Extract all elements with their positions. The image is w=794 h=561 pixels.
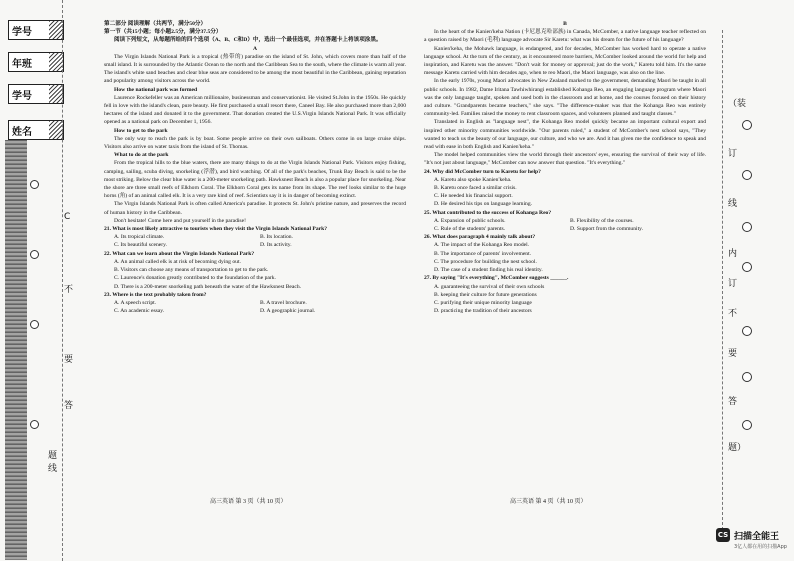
question-22 bbox=[104, 250, 406, 291]
passage-b-paragraph: In the heart of the Kanien'keha Nation (卡尼恩克哈部族) in Canada, McComber, a native language teacher reflected on a question raised by Maori (毛利) language advocate Sir Karetu: what was his dream for the future of his language? bbox=[424, 29, 706, 44]
binding-hole bbox=[742, 120, 752, 130]
option-b: B. keeping their culture for future generations bbox=[434, 291, 537, 298]
binding-hole bbox=[742, 372, 752, 382]
camscanner-logo-icon: CS bbox=[716, 528, 730, 542]
question-24 bbox=[424, 168, 706, 209]
class-field: 年班 bbox=[8, 52, 64, 72]
question-21 bbox=[104, 225, 406, 250]
page-3-column bbox=[104, 20, 406, 315]
right-binding-char: 题） bbox=[728, 443, 747, 453]
right-binding-char: 订 bbox=[728, 149, 738, 159]
question-23 bbox=[104, 291, 406, 316]
passage-b-label: B bbox=[563, 21, 567, 27]
binding-hole bbox=[30, 420, 39, 429]
option-b: B. The importance of parents' involvement. bbox=[434, 250, 532, 257]
name-field: 姓名 bbox=[8, 120, 64, 140]
passage-b-paragraph: Kanien'keha, the Mohawk language, is endangered, and for decades, McComber has worked hard to operate a native language school. At the turn of the century, as it encountered more barriers, McComber looked around the world for help and inspiration, and Karetu was the answer. "Don't wait for money or approval; just do the work," Karetu told him. It's the same message Karetu carried with him decades ago, when te reo Maori, the Maori language, was also on the line. bbox=[424, 45, 706, 77]
question-stem: 23. Where is the text probably taken from? bbox=[104, 291, 207, 298]
instructions: 阅读下列短文，从每题所给的四个选项（A、B、C和D）中，选出一个最佳选项，并在答题卡上将该项涂黑。 bbox=[114, 37, 382, 44]
binding-hole bbox=[742, 222, 752, 232]
binding-hole bbox=[742, 170, 752, 180]
passage-a-paragraph: Laurence Rockefeller was an American millionaire, businessman and conservationist. He visited St.John in the 1950s. He quickly fell in love with the island's clean, pure beauty. He first purchased a small resort there, Caneel Bay. He also purchased more than 2,000 hectares of the island and donated it to the government. That donation created the U.S.Virgin Islands National Park. It was officially opened as a national park on December 1, 1956. bbox=[104, 94, 406, 126]
option-c: C. The procedure for building the nest school. bbox=[434, 258, 537, 265]
option-a: A. Expansion of public schools. bbox=[434, 217, 506, 224]
option-c: C. purifying their unique minority language bbox=[434, 299, 532, 306]
option-a: A. The impact of the Kohanga Reo model. bbox=[434, 242, 530, 249]
option-a: A. An animal called elk is at risk of becoming dying out. bbox=[114, 258, 241, 265]
passage-a-heading: How to get to the park bbox=[114, 127, 168, 134]
right-binding-char: 不 bbox=[728, 309, 738, 319]
left-scan-shadow bbox=[5, 140, 27, 560]
question-stem: 26. What does paragraph 4 mainly talk about? bbox=[424, 234, 536, 241]
option-a: A. guaranteeing the survival of their own schools bbox=[434, 283, 545, 290]
watermark-subtitle: 3亿人都在用的扫描App bbox=[734, 544, 787, 550]
question-stem: 24. Why did McComber turn to Karetu for help? bbox=[424, 168, 541, 175]
passage-b-paragraph: In the early 1970s, young Maori advocates in New Zealand marked to the government, demanding Maori be taught in all public schools. In 1982, Dame Iritana Tawhiwhirangi established Kohanga Reo, an engaging language program where Maori was the only language taught, spoken and used both in the classroom and at home, and the courses focused on their history and culture. "Grandparents became teachers," she says. "The difference-maker was that the Kohanga Reo was entirely community-led. Families raised the money to rent classroom spaces, and volunteers planned and taught classes." bbox=[424, 78, 706, 118]
watermark-name: 扫描全能王 bbox=[734, 532, 780, 542]
option-b: B. Visitors can choose any means of transportation to get to the park. bbox=[114, 267, 269, 274]
binding-hole bbox=[30, 180, 39, 189]
passage-a-heading: How the national park was formed bbox=[114, 86, 198, 93]
binding-hole bbox=[30, 250, 39, 259]
option-c: C. He needed his financial support. bbox=[434, 193, 513, 200]
page-3-footer: 高三英语 第 3 页（共 10 页） bbox=[210, 499, 287, 505]
right-binding-char: 订 bbox=[728, 279, 738, 289]
student-number-field: 学号 bbox=[8, 84, 64, 104]
left-binding-char: 题线 bbox=[48, 451, 58, 474]
option-a: A. A speech script. bbox=[114, 299, 157, 306]
passage-a-heading: What to do at the park bbox=[114, 152, 169, 159]
passage-a-paragraph: Don't hesitate! Come here and put yourself in the paradise! bbox=[114, 217, 246, 224]
question-stem: 25. What contributed to the success of Kohanga Reo? bbox=[424, 209, 552, 216]
right-binding-char: 内 bbox=[728, 249, 738, 259]
option-d: D. There is a 200-meter snorkeling path beneath the water of the Hawksnest Beach. bbox=[114, 283, 302, 290]
option-a: A. Its tropical climate. bbox=[114, 234, 165, 241]
option-c: C. Its beautiful scenery. bbox=[114, 242, 167, 249]
question-25 bbox=[424, 209, 706, 234]
page-4-footer: 高三英语 第 4 页（共 10 页） bbox=[510, 499, 587, 505]
passage-a-label: A bbox=[252, 45, 258, 52]
left-binding-char: 要 bbox=[64, 355, 74, 365]
left-binding-char: C bbox=[64, 212, 71, 222]
option-b: B. Karetu once faced a similar crisis. bbox=[434, 185, 517, 192]
left-cut-line bbox=[62, 0, 64, 561]
passage-a-paragraph: The only way to reach the park is by boat. Some people arrive on their own sailboats. Others come in on large cruise ships. Visitors also arrive on water taxis from the island of St. Thomas. bbox=[104, 135, 406, 151]
question-stem: 27. By saying "It's everything", McComber suggests ______. bbox=[424, 275, 569, 282]
passage-a-paragraph: The Virgin Islands National Park is often called America's paradise. It protects St. John's pristine nature, and preserves the record of human history in the Caribbean. bbox=[104, 201, 406, 216]
binding-hole bbox=[742, 262, 752, 272]
option-d: D. The case of a student finding his real identity. bbox=[434, 267, 543, 274]
binding-hole bbox=[742, 326, 752, 336]
question-stem: 22. What can we learn about the Virgin Islands National Park? bbox=[104, 250, 255, 257]
left-binding-strip bbox=[0, 0, 74, 561]
left-binding-char: 不 bbox=[64, 285, 74, 295]
option-c: C. Rule of the students' parents. bbox=[434, 226, 506, 233]
binding-hole bbox=[742, 420, 752, 430]
option-c: C. An academic essay. bbox=[114, 308, 165, 315]
right-binding-char: （装 bbox=[728, 99, 747, 109]
option-d: D. practicing the tradition of their ancestors bbox=[434, 308, 532, 315]
subsection-title: 第一节（共15小题；每小题2.5分，满分37.5分） bbox=[104, 29, 222, 36]
option-b: B. Flexibility of the courses. bbox=[570, 217, 634, 224]
option-b: B. A travel brochure. bbox=[260, 299, 307, 306]
passage-b-paragraph: Translated in English as "language nest", the Kohanga Reo model quickly became an important cultural export and inspired other minority communities worldwide. "Our parents ruled," a student of McComber's nest school says, "They wanted to teach us the beauty of our language, our culture, and who we are. And it has given me the confidence to speak and read with ease in both English and Kanien'keha." bbox=[424, 119, 706, 151]
passage-a-paragraph: From the tropical hills to the blue waters, there are many things to do at the Virgin Islands National Park. Visitors enjoy fishing, camping, sailing, scuba diving, snorkeling (浮潜), and bird watching. Of all of the park's beaches, Trunk Bay Beach is said to be the most striking. Below the clear blue water is a 200-meter snorkeling path. Hawksnest Beach is also a popular place for snorkeling. Near the shore are three small reefs of Elkhorn Coral. The Elkhorn Coral gets its name from its shape. The reef looks similar to the huge horns (角) of an animal called elk. It is a very rare kind of reef. Scientists say it is in danger of becoming extinct. bbox=[104, 160, 406, 200]
left-binding-char: 答 bbox=[64, 401, 74, 411]
option-d: D. A geographic journal. bbox=[260, 308, 316, 315]
section-title: 第二部分 阅读理解（共两节，满分50分） bbox=[104, 21, 207, 27]
question-stem: 21. What is most likely attractive to tourists when they visit the Virgin Islands National Park? bbox=[104, 226, 328, 233]
right-binding-char: 线 bbox=[728, 199, 738, 209]
option-d: D. Its activity. bbox=[260, 242, 292, 249]
option-d: D. He desired his tips on language learning. bbox=[434, 201, 533, 208]
question-26 bbox=[424, 233, 706, 274]
student-id-field: 学号 bbox=[8, 20, 64, 40]
option-b: B. Its location. bbox=[260, 234, 293, 241]
right-binding-strip bbox=[708, 0, 794, 561]
passage-b-paragraph: The model helped communities view the world through their ancestors' eyes, ensuring the survival of their way of life. "It's not just about language," McComber can now answer that question. "It's everything." bbox=[424, 152, 706, 167]
right-cut-line bbox=[722, 30, 724, 530]
option-d: D. Support from the community. bbox=[570, 226, 643, 233]
question-27 bbox=[424, 274, 706, 315]
right-binding-char: 答 bbox=[728, 397, 738, 407]
right-binding-char: 要 bbox=[728, 349, 738, 359]
scanner-watermark bbox=[716, 528, 792, 558]
page-4-column bbox=[424, 20, 706, 315]
option-c: C. Laurence's donation greatly contributed to the foundation of the park. bbox=[114, 275, 276, 282]
passage-a-paragraph: The Virgin Islands National Park is a tropical (热带的) paradise on the island of St. John, which covers more than half of the small island. It is surrounded by the Atlantic Ocean to the north and the Caribbean Sea to the south, where the climate is warm all year. The island's white sand beaches and clear blue seas are considered to be among the most beautiful in the Caribbean, gaining reputation and popularity among visitors across the world. bbox=[104, 53, 406, 85]
option-a: A. Karetu also spoke Kanien'keha. bbox=[434, 176, 512, 183]
binding-hole bbox=[30, 320, 39, 329]
